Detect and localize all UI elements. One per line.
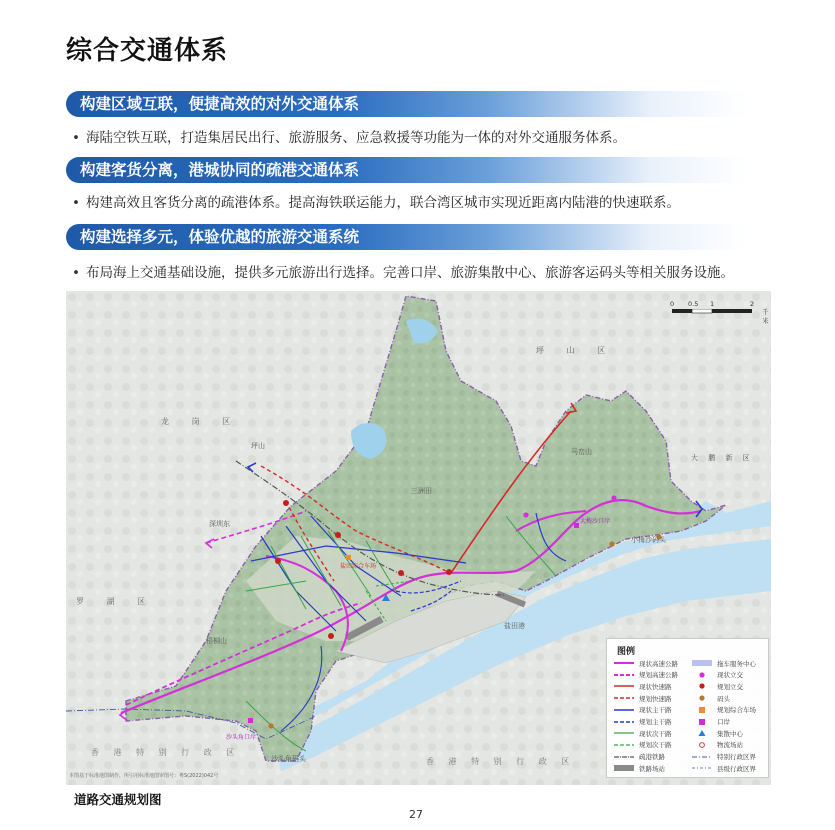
legend-swatch [613, 682, 635, 690]
legend-item-label: 码头 [717, 694, 730, 703]
legend-item [691, 740, 743, 750]
legend-item [691, 728, 743, 738]
legend-swatch-mark [699, 719, 705, 725]
legend-swatch-mark [614, 765, 634, 771]
legend-item-label: 现状高速公路 [639, 659, 678, 668]
legend-item-label: 疏港铁路 [639, 753, 665, 762]
legend-item-label: 物流场站 [717, 741, 743, 750]
legend-swatch [613, 694, 635, 702]
dock-marker [268, 723, 273, 728]
legend-item [613, 681, 672, 691]
legend-item [613, 705, 672, 715]
place-label-xiaomeisha: 小梅沙码头 [631, 536, 666, 544]
existing-interchange [611, 495, 616, 500]
legend-title: 图例 [617, 647, 636, 657]
road-traffic-plan-map [66, 291, 771, 785]
legend-swatch-mark [699, 684, 704, 689]
bullet-dot: • [72, 130, 80, 146]
legend-item-label: 铁路场站 [639, 764, 665, 773]
place-label-shenzhen-east: 深圳东 [209, 520, 230, 528]
legend-swatch [613, 753, 635, 761]
legend-swatch-mark [699, 707, 705, 713]
legend-item [613, 740, 672, 750]
legend-item-label: 规划快速路 [639, 694, 672, 703]
scale-bar [670, 300, 769, 325]
bullet-text: 布局海上交通基础设施，提供多元旅游出行选择。完善口岸、旅游集散中心、旅游客运码头等相关服务设施。 [86, 265, 734, 281]
bullet-external-traffic [72, 126, 626, 146]
legend-swatch [691, 671, 713, 679]
planned-interchange [335, 532, 341, 538]
legend-item [691, 705, 756, 715]
legend-item [691, 763, 756, 773]
legend-swatch [613, 718, 635, 726]
legend-item-label: 现状主干路 [639, 706, 672, 715]
dock-marker [609, 541, 614, 546]
legend-item [691, 717, 730, 727]
legend-item [613, 670, 678, 680]
place-label-yantian-yard: 盐田综合车场 [340, 563, 377, 570]
place-label-mazhoushan: 马峦山 [571, 448, 592, 456]
figure-caption: 道路交通规划图 [74, 792, 162, 807]
legend-swatch [691, 682, 713, 690]
legend-item [613, 763, 665, 773]
place-label-yantianport: 盐田港 [504, 622, 525, 630]
existing-interchange [523, 512, 528, 517]
legend-item [691, 670, 743, 680]
legend-item-label: 现状立交 [717, 671, 743, 680]
legend-swatch-mark [699, 695, 704, 700]
scale-tick: 1 [710, 300, 715, 308]
legend-swatch-mark [692, 660, 712, 666]
legend-item-label: 口岸 [717, 718, 730, 726]
scale-tick: 0 [670, 300, 675, 308]
legend-swatch [613, 741, 635, 749]
page-title: 综合交通体系 [66, 36, 229, 66]
place-label-shatoujiao: 沙头角口岸 [226, 734, 257, 741]
legend-swatch-mark [699, 730, 706, 736]
comprehensive-yard-marker [346, 555, 351, 560]
legend-item [613, 717, 672, 727]
place-label-damei: 大梅沙口岸 [580, 518, 611, 525]
legend-item-label: 现状次干路 [639, 729, 672, 738]
legend-swatch [691, 753, 713, 761]
bullet-tourism-traffic [72, 261, 734, 281]
legend-item-label: 规划立交 [717, 682, 743, 691]
legend-swatch [691, 659, 713, 667]
legend-swatch [613, 671, 635, 679]
scale-unit: 千米 [762, 308, 769, 325]
legend-item [613, 752, 665, 762]
bullet-text: 构建高效且客货分离的疏港体系。提高海铁联运能力，联合湾区城市实现近距离内陆港的快速联系。 [86, 195, 680, 211]
legend-item [613, 728, 672, 738]
legend-swatch [613, 706, 635, 714]
legend-item-label: 特别行政区界 [717, 753, 756, 762]
legend-swatch [613, 729, 635, 737]
legend-swatch [613, 764, 635, 772]
section-heading-tourism-traffic: 构建选择多元，体验优越的旅游交通系统 [66, 224, 746, 250]
region-label-dapeng: 大 鹏 新 区 [691, 454, 754, 462]
region-label-hongkong: 香 港 特 别 行 政 区 [91, 748, 241, 757]
region-label-hongkong: 香 港 特 别 行 政 区 [426, 757, 576, 766]
map-footnote: 本图基于标准地图制作，所引用标准地图审图号：粤S(2022)042号 [69, 773, 219, 779]
scale-bar-graphic [672, 309, 752, 315]
section-heading-port-traffic: 构建客货分离，港城协同的疏港交通体系 [66, 157, 746, 183]
legend-item-label: 集散中心 [717, 729, 743, 738]
legend-item [613, 693, 672, 703]
planned-interchange [275, 558, 281, 564]
place-label-wutongshan: 梧桐山 [206, 637, 227, 645]
legend-item [691, 681, 743, 691]
legend-item-label: 现状快速路 [639, 682, 672, 691]
region-label-longgang: 龙 岗 区 [161, 417, 241, 426]
legend-swatch [691, 729, 713, 737]
place-label-pingshan: 坪山 [251, 442, 265, 450]
legend-item-label: 县级行政区界 [717, 764, 756, 773]
place-label-shatoujiao-dock: 沙头角码头 [271, 755, 306, 763]
bullet-text: 海陆空铁互联，打造集居民出行、旅游服务、应急救援等功能为一体的对外交通服务体系。 [86, 130, 626, 146]
region-label-luohu: 罗 湖 区 [76, 597, 156, 606]
page-number: 27 [409, 808, 423, 821]
port-marker [574, 523, 579, 528]
planned-interchange [283, 500, 289, 506]
planned-interchange [398, 570, 404, 576]
bullet-dot: • [72, 265, 80, 281]
legend-item-label: 规划综合车场 [717, 706, 756, 715]
legend-item [691, 658, 756, 668]
scale-tick: 0.5 [688, 300, 699, 308]
legend-item-label: 规划次干路 [639, 741, 672, 750]
legend-item [691, 752, 756, 762]
legend-swatch [691, 694, 713, 702]
legend-item-label: 拖车服务中心 [717, 659, 756, 668]
legend-item [613, 658, 678, 668]
legend-item-label: 规划高速公路 [639, 671, 678, 680]
region-label-pingshan: 坪 山 区 [536, 346, 616, 355]
legend-swatch [691, 718, 713, 726]
section-heading-external-traffic: 构建区域互联，便捷高效的对外交通体系 [66, 91, 746, 117]
legend-item-label: 规划主干路 [639, 718, 672, 726]
legend-swatch-mark [700, 742, 705, 747]
planned-interchange [328, 633, 334, 639]
bullet-port-traffic [72, 191, 680, 211]
legend-swatch [691, 764, 713, 772]
bullet-dot: • [72, 195, 80, 211]
legend-swatch-mark [699, 672, 704, 677]
legend-swatch [613, 659, 635, 667]
planned-interchange [446, 569, 452, 575]
place-label-sanzhoutian: 三洲田 [411, 487, 432, 495]
port-marker [248, 718, 253, 723]
legend-item [691, 693, 730, 703]
scale-tick: 2 [750, 300, 755, 308]
map-legend [606, 638, 769, 778]
legend-swatch [691, 706, 713, 714]
legend-swatch [691, 741, 713, 749]
